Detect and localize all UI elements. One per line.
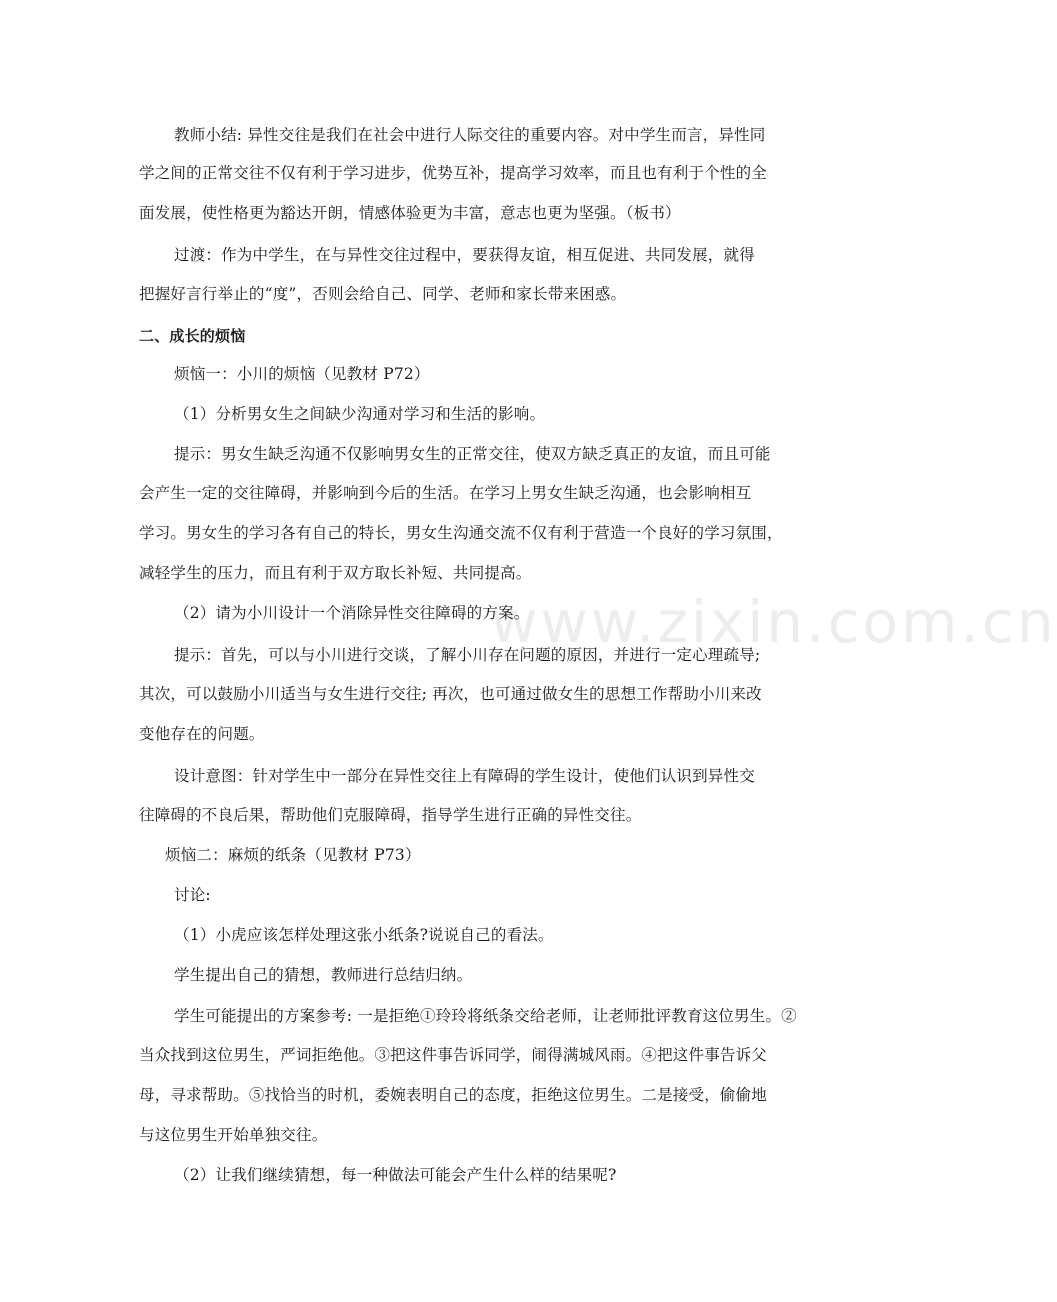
paragraph-line: 过渡：作为中学生，在与异性交往过程中，要获得友谊，相互促进、共同发展，就得 (174, 246, 755, 264)
paragraph-line: 烦恼二：麻烦的纸条（见教材 P73） (165, 846, 421, 864)
paragraph-line: 提示：首先，可以与小川进行交谈，了解小川存在问题的原因，并进行一定心理疏导; (174, 646, 761, 664)
paragraph-line: 会产生一定的交往障碍，并影响到今后的生活。在学习上男女生缺乏沟通，也会影响相互 (139, 484, 752, 502)
paragraph-line: （2）让我们继续猜想，每一种做法可能会产生什么样的结果呢? (174, 1166, 617, 1184)
paragraph-line: 当众找到这位男生，严词拒绝他。③把这件事告诉同学，闹得满城风雨。④把这件事告诉父 (139, 1046, 768, 1064)
paragraph-line: 面发展，使性格更为豁达开朗，情感体验更为丰富，意志也更为坚强。（板书） (139, 204, 681, 222)
paragraph-line: 把握好言行举止的“度”，否则会给自己、同学、老师和家长带来困惑。 (139, 285, 627, 303)
paragraph-line: 设计意图：针对学生中一部分在异性交往上有障碍的学生设计，使他们认识到异性交 (174, 767, 755, 785)
paragraph-line: 烦恼一：小川的烦恼（见教材 P72） (174, 365, 430, 383)
paragraph-line: 变他存在的问题。 (139, 725, 265, 743)
paragraph-line: 学生提出自己的猜想，教师进行总结归纳。 (174, 966, 473, 984)
paragraph-line: 与这位男生开始单独交往。 (139, 1126, 328, 1144)
paragraph-line: 其次，可以鼓励小川适当与女生进行交往; 再次，也可通过做女生的思想工作帮助小川来改 (139, 685, 762, 703)
paragraph-line: （1）小虎应该怎样处理这张小纸条?说说自己的看法。 (174, 926, 554, 944)
paragraph-line: 往障碍的不良后果，帮助他们克服障碍，指导学生进行正确的异性交往。 (139, 806, 642, 824)
paragraph-line: 学生可能提出的方案参考: 一是拒绝①玲玲将纸条交给老师，让老师批评教育这位男生。② (174, 1007, 797, 1025)
paragraph-line: （1）分析男女生之间缺少沟通对学习和生活的影响。 (174, 405, 546, 423)
paragraph-line: （2）请为小川设计一个消除异性交往障碍的方案。 (174, 604, 530, 622)
paragraph-line: 学习。男女生的学习各有自己的特长，男女生沟通交流不仅有利于营造一个良好的学习氛围， (139, 524, 783, 542)
paragraph-line: 提示：男女生缺乏沟通不仅影响男女生的正常交往，使双方缺乏真正的友谊，而且可能 (174, 445, 771, 463)
paragraph-line: 减轻学生的压力，而且有利于双方取长补短、共同提高。 (139, 564, 532, 582)
paragraph-line: 讨论: (174, 886, 211, 904)
section-heading: 二、成长的烦恼 (139, 327, 246, 345)
paragraph-line: 学之间的正常交往不仅有利于学习进步，优势互补，提高学习效率，而且也有利于个性的全 (139, 164, 768, 182)
watermark: www.zixin.com.cn (490, 588, 1057, 656)
paragraph-line: 母，寻求帮助。⑤找恰当的时机，委婉表明自己的态度，拒绝这位男生。二是接受，偷偷地 (139, 1086, 768, 1104)
paragraph-line: 教师小结: 异性交往是我们在社会中进行人际交往的重要内容。对中学生而言，异性同 (174, 126, 766, 144)
